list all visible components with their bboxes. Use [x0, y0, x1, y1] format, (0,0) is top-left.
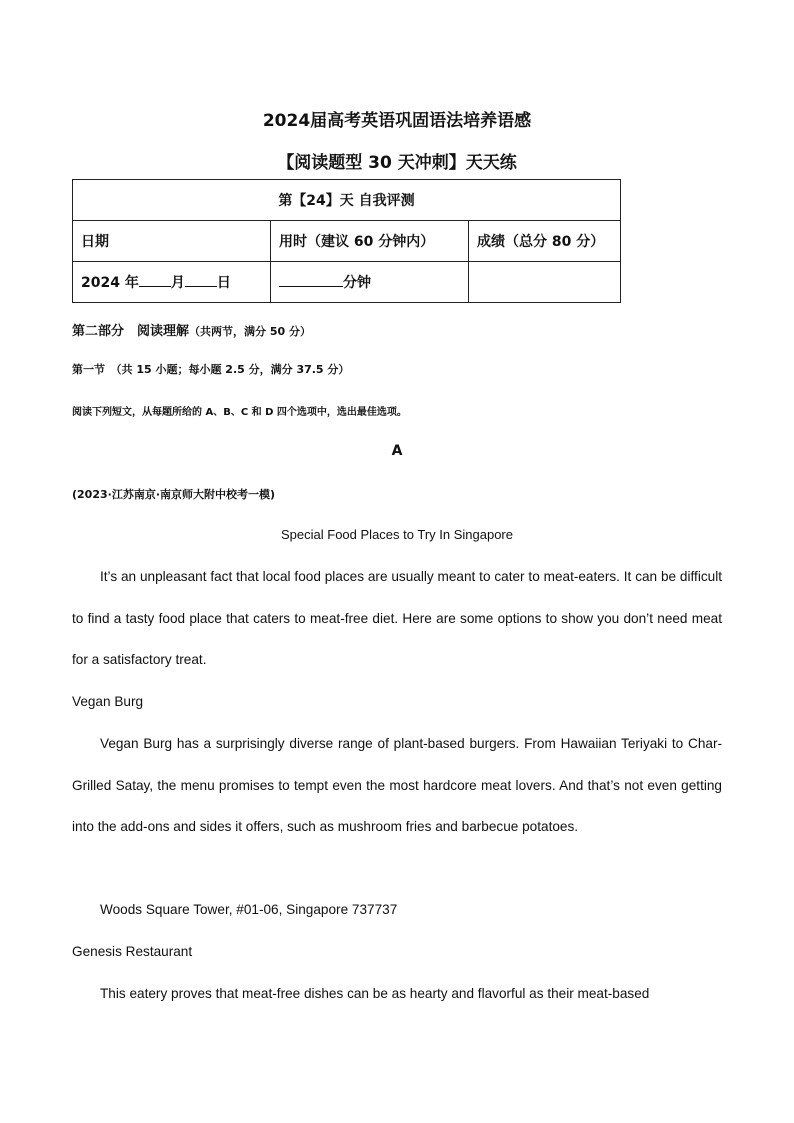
date-cell — [73, 262, 271, 303]
intro-paragraph: It’s an unpleasant fact that local food places are usually meant to cater to meat-eaters. It can be difficult to find a tasty food place that caters to meat-free diet. Here are some options to show you don’t need meat for a satisfactory treat. — [72, 569, 722, 668]
month-blank[interactable] — [139, 272, 171, 287]
passage-letter: A — [391, 443, 403, 459]
place1-address: Woods Square Tower, #01-06, Singapore 737737 — [100, 902, 398, 917]
place2-paragraph: This eatery proves that meat-free dishes can be as hearty and flavorful as their meat-based — [100, 986, 650, 1001]
minutes-blank[interactable] — [279, 272, 343, 287]
part-heading — [72, 320, 311, 339]
time-cell — [271, 262, 469, 303]
day-blank[interactable] — [185, 272, 217, 287]
date-year: 2024 年 — [81, 275, 139, 291]
date-header: 日期 — [73, 221, 271, 262]
date-day: 日 — [216, 275, 231, 291]
time-header: 用时（建议 60 分钟内） — [271, 221, 469, 262]
date-month: 月 — [170, 275, 185, 291]
document-subtitle: 【阅读题型 30 天冲刺】天天练 — [277, 153, 517, 173]
passage-title: Special Food Places to Try In Singapore — [281, 527, 513, 542]
time-unit: 分钟 — [343, 275, 371, 291]
document-title: 2024届高考英语巩固语法培养语感 — [262, 111, 532, 131]
instructions: 阅读下列短文，从每题所给的 A、B、C 和 D 四个选项中，选出最佳选项。 — [72, 407, 407, 418]
place1-name: Vegan Burg — [72, 694, 144, 709]
table-head: 第【24】天 自我评测 — [73, 180, 621, 221]
part-note: （共两节，满分 50 分） — [189, 325, 311, 338]
score-header: 成绩（总分 80 分） — [469, 221, 621, 262]
self-assessment-table — [72, 179, 621, 303]
place1-paragraph: Vegan Burg has a surprisingly diverse range of plant-based burgers. From Hawaiian Teriyaki to Char-Grilled Satay, the menu promises to tempt even the most hardcore meat lovers. And that’s not even getting into the add-ons and sides it offers, such as mushroom fries and barbecue potatoes. — [72, 736, 722, 835]
subsection-heading: 第一节 （共 15 小题；每小题 2.5 分，满分 37.5 分） — [72, 363, 350, 376]
part-main: 第二部分 阅读理解 — [72, 324, 190, 339]
place2-name: Genesis Restaurant — [72, 944, 193, 959]
passage-source: (2023·江苏南京·南京师大附中校考一模) — [72, 488, 276, 501]
score-cell[interactable] — [469, 262, 621, 303]
